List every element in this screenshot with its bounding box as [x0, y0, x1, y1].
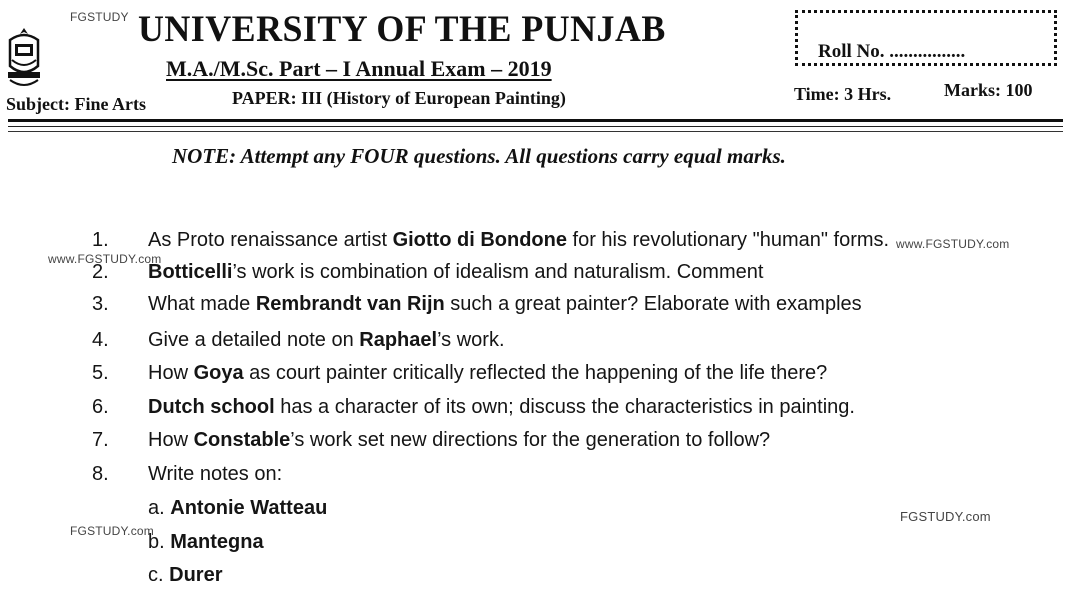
question-text: Give a detailed note on	[148, 329, 360, 351]
university-title: UNIVERSITY OF THE PUNJAB	[138, 9, 666, 50]
sub-item-a	[148, 497, 327, 520]
question-text: has a character of its own; discuss the characteristics in painting.	[274, 396, 855, 418]
question-number: 2.	[92, 261, 109, 283]
sub-item-letter: a.	[148, 497, 171, 519]
question-text: ’s work set new directions for the generation to follow?	[290, 429, 771, 451]
question-number: 5.	[92, 362, 109, 384]
exam-text: M.A./M.Sc. Part – I Annual Exam – 2019	[166, 56, 552, 81]
watermark-right-mid: www.FGSTUDY.com	[896, 237, 1010, 251]
artist-name: Mantegna	[170, 531, 264, 553]
question-text: What made	[148, 293, 256, 315]
instructions-note: NOTE: Attempt any FOUR questions. All questions carry equal marks.	[172, 144, 786, 168]
header-rule-thin	[8, 126, 1063, 127]
question-number: 3.	[92, 293, 109, 315]
question-text: as court painter critically reflected the happening of the life there?	[243, 362, 828, 384]
marks-label: Marks: 100	[944, 80, 1033, 100]
question-text: Write notes on:	[148, 463, 283, 485]
sub-item-letter: b.	[148, 531, 171, 553]
header-rule-thick	[8, 119, 1063, 122]
question-text: ’s work.	[437, 329, 505, 351]
question-text: How	[148, 362, 194, 384]
question-text: for his revolutionary "human" forms.	[566, 229, 890, 251]
watermark-left-mid: www.FGSTUDY.com	[48, 252, 162, 266]
artist-name: Dutch school	[148, 396, 275, 418]
paper-label: PAPER: III (History of European Painting)	[232, 88, 566, 108]
sub-item-letter: c.	[148, 564, 170, 586]
question-number: 7.	[92, 429, 109, 451]
artist-name: Goya	[193, 362, 244, 384]
artist-name: Botticelli	[148, 261, 233, 283]
exam-line	[166, 56, 552, 82]
watermark-bottom-left: FGSTUDY.com	[70, 524, 154, 538]
sub-item-c	[148, 564, 222, 587]
question-text: such a great painter? Elaborate with examples	[444, 293, 862, 315]
question-number: 1.	[92, 229, 109, 251]
artist-name: Giotto di Bondone	[392, 229, 567, 251]
artist-name: Raphael	[359, 329, 438, 351]
question-number: 8.	[92, 463, 109, 485]
question-text: How	[148, 429, 194, 451]
subject-label: Subject: Fine Arts	[6, 94, 146, 114]
time-label: Time: 3 Hrs.	[794, 84, 892, 104]
watermark-top-left: FGSTUDY	[70, 10, 129, 24]
artist-name: Antonie Watteau	[170, 497, 328, 519]
roll-number-box	[795, 10, 1057, 66]
artist-name: Rembrandt van Rijn	[255, 293, 445, 315]
question-number: 6.	[92, 396, 109, 418]
sub-item-b	[148, 531, 264, 554]
artist-name: Constable	[193, 429, 291, 451]
question-text: As Proto renaissance artist	[148, 229, 393, 251]
header-rule-thin-2	[8, 131, 1063, 132]
question-text: ’s work is combination of idealism and naturalism. Comment	[232, 261, 764, 283]
roll-number-label: Roll No. ................	[818, 41, 966, 62]
question-number: 4.	[92, 329, 109, 351]
watermark-bottom-right: FGSTUDY.com	[900, 509, 991, 524]
artist-name: Durer	[169, 564, 223, 586]
